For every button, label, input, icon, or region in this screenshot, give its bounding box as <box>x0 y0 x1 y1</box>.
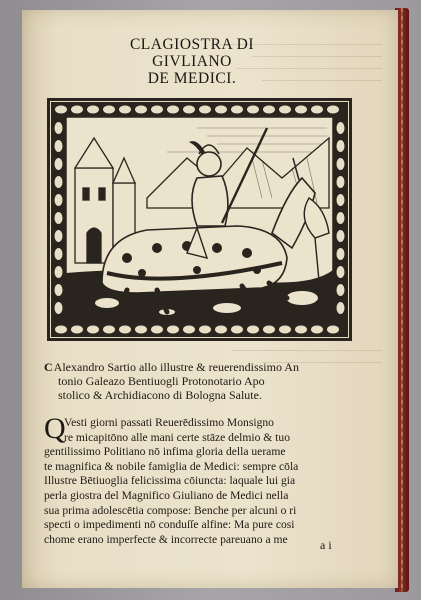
dedication-line-1: CAlexandro Sartio allo illustre & reuerendissimo An <box>44 360 299 374</box>
knight-on-horse-woodcut <box>47 98 352 341</box>
signature-mark: a i <box>320 538 332 552</box>
body-line: te magnifica & nobile famiglia de Medici: sempre cōla <box>44 459 299 473</box>
body-line: specti o impedimenti nō conduſſe alfine: Ma pure cosi <box>44 518 295 532</box>
dedication <box>44 360 364 402</box>
dedication-line-3: stolico & Archidiacono di Bologna Salute. <box>58 388 262 402</box>
body-line: chome erano imperfecte & incorrecte pareuano a me <box>44 532 288 546</box>
title-line-1: CLAGIOSTRA DI GIVLIANO <box>129 36 255 70</box>
page-title <box>92 36 292 87</box>
title-line-2: DE MEDICI. <box>147 70 237 87</box>
body-line: sua prima adolescētia compose: Benche per alcuni o ri <box>44 503 297 517</box>
book-page <box>22 10 398 588</box>
body-line: Illustre Bētiuoglia felicissima cōiuncta: laquale lui gia <box>44 474 296 488</box>
pilcrow-icon: C <box>44 360 53 374</box>
body-line: gentilissimo Politiano nō infima gloria della uerame <box>44 445 286 459</box>
text-block <box>44 360 364 547</box>
drop-cap-letter: Q <box>44 412 66 445</box>
body-line: re micapitōno alle mani certe stāze delmio & tuo <box>64 430 290 444</box>
body-line: Vesti giorni passati Reuerēdissimo Monsigno <box>64 416 274 429</box>
body-line: perla giostra del Magnifico Giuliano de Medici nella <box>44 488 289 502</box>
body-text <box>44 412 364 547</box>
dedication-line-2: tonio Galeazo Bentiuogli Protonotario Apo <box>58 374 265 388</box>
woodcut-illustration <box>47 98 352 341</box>
